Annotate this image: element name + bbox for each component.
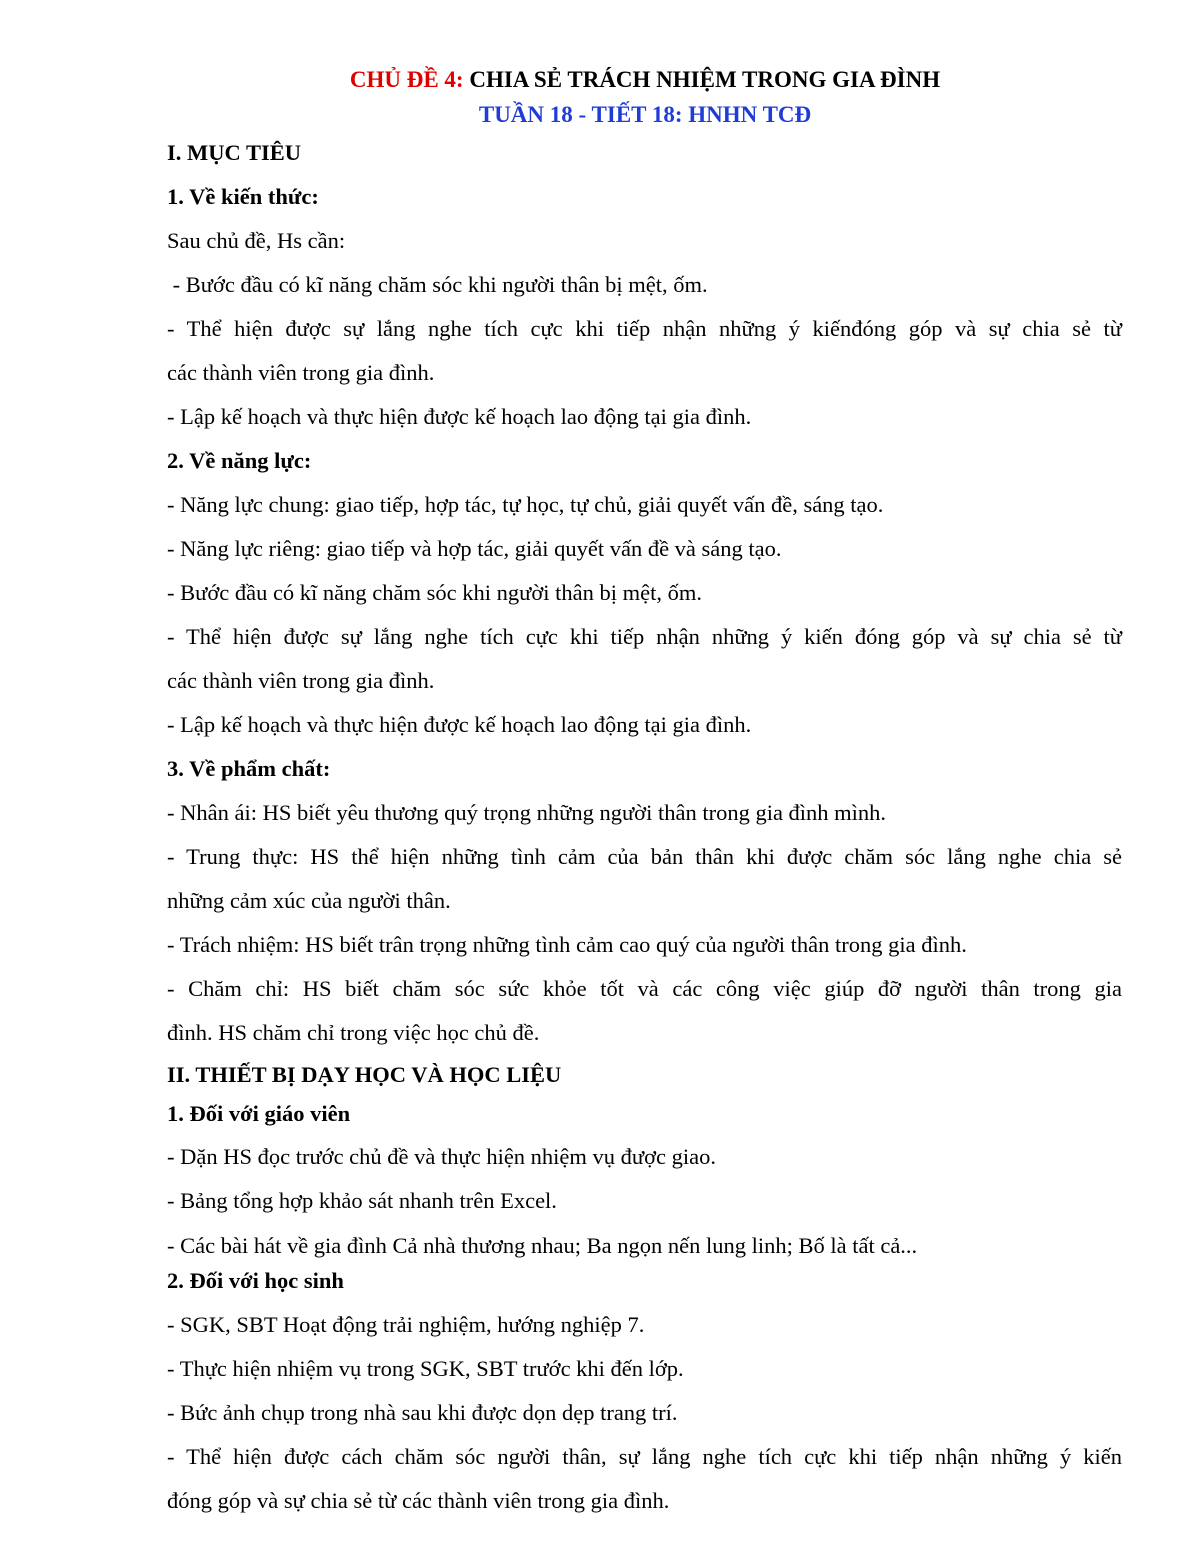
subheading-student: 2. Đối với học sinh (167, 1268, 344, 1293)
competence-item: - Thể hiện được sự lắng nghe tích cực khi tiếp nhận những ý kiến đóng góp và sự chia sẻ từ (167, 624, 1122, 649)
student-item: - Thực hiện nhiệm vụ trong SGK, SBT trước khi đến lớp. (167, 1356, 684, 1381)
knowledge-item: - Thể hiện được sự lắng nghe tích cực khi tiếp nhận những ý kiếnđóng góp và sự chia sẻ từ (167, 316, 1122, 341)
knowledge-item: - Bước đầu có kĩ năng chăm sóc khi người thân bị mệt, ốm. (167, 272, 708, 297)
knowledge-item: - Lập kế hoạch và thực hiện được kế hoạch lao động tại gia đình. (167, 404, 752, 429)
student-item: - Thể hiện được cách chăm sóc người thân, sự lắng nghe tích cực khi tiếp nhận những ý kiến (167, 1444, 1122, 1469)
subheading-knowledge: 1. Về kiến thức: (167, 184, 319, 209)
knowledge-item: các thành viên trong gia đình. (167, 360, 435, 385)
quality-item: đình. HS chăm chỉ trong việc học chủ đề. (167, 1020, 540, 1045)
competence-item: - Năng lực chung: giao tiếp, hợp tác, tự học, tự chủ, giải quyết vấn đề, sáng tạo. (167, 492, 884, 517)
student-item: - Bức ảnh chụp trong nhà sau khi được dọn dẹp trang trí. (167, 1400, 678, 1425)
subheading-competence: 2. Về năng lực: (167, 448, 312, 473)
quality-item: - Nhân ái: HS biết yêu thương quý trọng những người thân trong gia đình mình. (167, 800, 887, 825)
subheading-quality: 3. Về phẩm chất: (167, 756, 331, 781)
quality-item: - Trách nhiệm: HS biết trân trọng những tình cảm cao quý của người thân trong gia đình. (167, 932, 967, 957)
competence-item: - Bước đầu có kĩ năng chăm sóc khi người thân bị mệt, ốm. (167, 580, 702, 605)
knowledge-intro: Sau chủ đề, Hs cần: (167, 228, 346, 253)
student-item: - SGK, SBT Hoạt động trải nghiệm, hướng nghiệp 7. (167, 1312, 645, 1337)
competence-item: - Lập kế hoạch và thực hiện được kế hoạch lao động tại gia đình. (167, 712, 752, 737)
student-item: đóng góp và sự chia sẻ từ các thành viên trong gia đình. (167, 1488, 670, 1513)
topic-number: CHỦ ĐỀ 4: (349, 67, 464, 92)
quality-item: những cảm xúc của người thân. (167, 888, 451, 913)
week-lesson-title: TUẦN 18 - TIẾT 18: HNHN TCĐ (478, 102, 812, 127)
topic-title: CHIA SẺ TRÁCH NHIỆM TRONG GIA ĐÌNH (463, 67, 941, 92)
section-heading-equipment: II. THIẾT BỊ DẠY HỌC VÀ HỌC LIỆU (167, 1062, 562, 1087)
teacher-item: - Các bài hát về gia đình Cả nhà thương nhau; Ba ngọn nến lung linh; Bố là tất cả... (167, 1233, 918, 1258)
teacher-item: - Dặn HS đọc trước chủ đề và thực hiện nhiệm vụ được giao. (167, 1144, 716, 1169)
section-heading-objectives: I. MỤC TIÊU (167, 140, 301, 165)
subheading-teacher: 1. Đối với giáo viên (167, 1101, 351, 1126)
teacher-item: - Bảng tổng hợp khảo sát nhanh trên Excel. (167, 1188, 557, 1213)
competence-item: các thành viên trong gia đình. (167, 668, 435, 693)
competence-item: - Năng lực riêng: giao tiếp và hợp tác, giải quyết vấn đề và sáng tạo. (167, 536, 782, 561)
quality-item: - Chăm chỉ: HS biết chăm sóc sức khỏe tốt và các công việc giúp đỡ người thân trong gia (167, 976, 1122, 1001)
topic-title-line (0, 66, 1200, 94)
quality-item: - Trung thực: HS thể hiện những tình cảm của bản thân khi được chăm sóc lắng nghe chia sẻ (167, 844, 1122, 869)
